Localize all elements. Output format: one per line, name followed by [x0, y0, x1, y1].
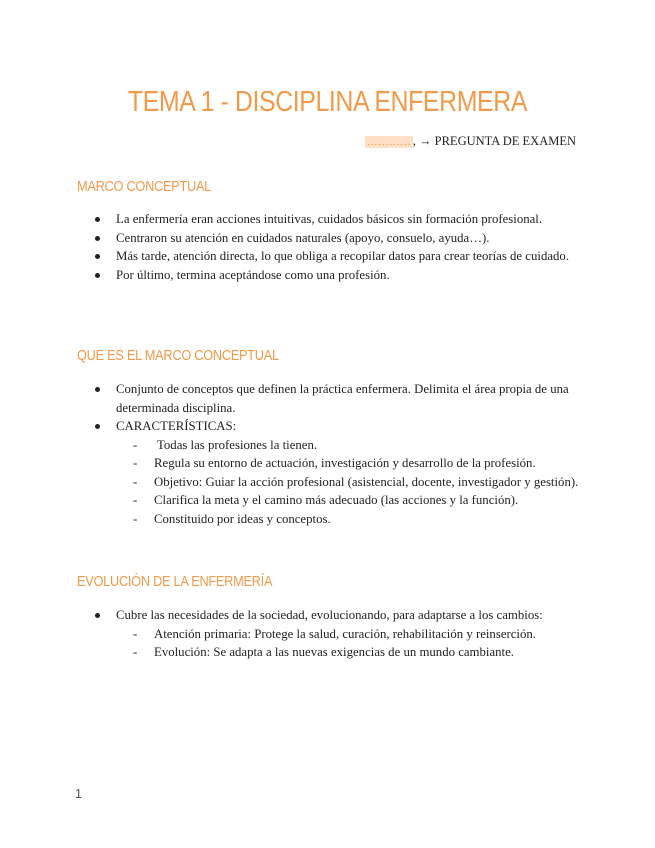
sublist-item: - Constituido por ideas y conceptos. [116, 510, 581, 529]
list-item: Más tarde, atención directa, lo que obliga a recopilar datos para crear teorías de cuidado. [116, 247, 581, 266]
legend-separator: , [412, 134, 416, 148]
list-item-text: CARACTERÍSTICAS: [116, 419, 237, 433]
sublist-item: - Todas las profesiones la tienen. [116, 436, 581, 455]
legend-highlight-sample: ………… [366, 136, 411, 148]
sublist [116, 436, 581, 529]
sublist-item: - Atención primaria: Protege la salud, curación, rehabilitación y reinserción. [116, 625, 581, 644]
section-list-evolucion [116, 606, 581, 662]
section-heading-marco-conceptual: MARCO CONCEPTUAL [77, 179, 212, 195]
list-item: Conjunto de conceptos que definen la práctica enfermera. Delimita el área propia de una determinada disciplina. [116, 380, 581, 417]
arrow-icon: → [419, 134, 432, 148]
list-item: La enfermería eran acciones intuitivas, cuidados básicos sin formación profesional. [116, 210, 581, 229]
section-list-que-es-marco [116, 380, 581, 528]
sublist-item: - Clarifica la meta y el camino más adecuado (las acciones y la función). [116, 491, 581, 510]
page-title: TEMA 1 - DISCIPLINA ENFERMERA [127, 86, 528, 118]
sublist-item: - Evolución: Se adapta a las nuevas exigencias de un mundo cambiante. [116, 643, 581, 662]
list-item-text: Cubre las necesidades de la sociedad, evolucionando, para adaptarse a los cambios: [116, 608, 543, 622]
list-item: Por último, termina aceptándose como una profesión. [116, 266, 581, 285]
legend-text: PREGUNTA DE EXAMEN [434, 134, 576, 148]
page-number: 1 [75, 787, 82, 801]
list-item [116, 606, 581, 662]
sublist-item: - Objetivo: Guiar la acción profesional (asistencial, docente, investigador y gestión). [116, 473, 581, 492]
list-item: Centraron su atención en cuidados naturales (apoyo, consuelo, ayuda…). [116, 229, 581, 248]
section-heading-evolucion: EVOLUCIÓN DE LA ENFERMERÍA [77, 574, 273, 590]
list-item [116, 417, 581, 528]
section-heading-que-es-marco: QUE ES EL MARCO CONCEPTUAL [77, 348, 279, 364]
exam-legend [365, 134, 576, 149]
sublist [116, 625, 581, 662]
sublist-item: - Regula su entorno de actuación, investigación y desarrollo de la profesión. [116, 454, 581, 473]
section-list-marco-conceptual [116, 210, 581, 284]
